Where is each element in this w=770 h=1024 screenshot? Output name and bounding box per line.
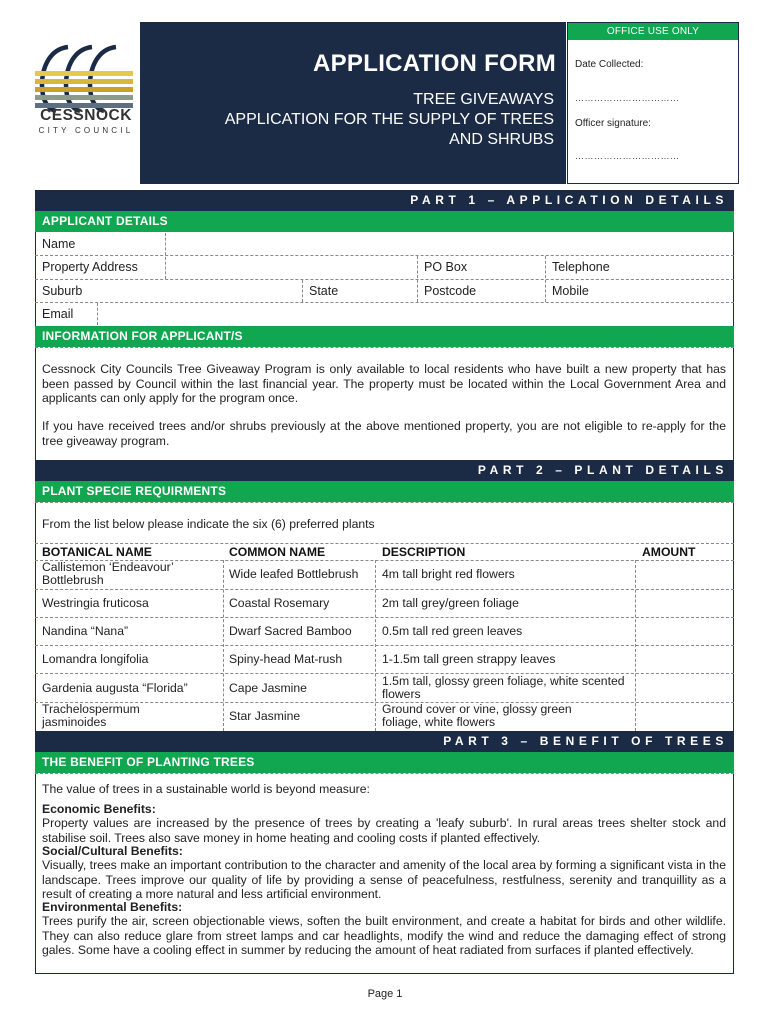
subtitle-line-3: AND SHRUBS (449, 131, 554, 148)
description: 4m tall bright red flowers (382, 567, 515, 581)
col-amount: AMOUNT (642, 545, 696, 559)
officer-signature-field[interactable]: …………………………… (575, 151, 680, 161)
col-botanical-name: BOTANICAL NAME (42, 545, 152, 559)
description: 2m tall grey/green foliage (382, 596, 519, 610)
part3-bar: PART 3 – BENEFIT OF TREES (35, 731, 734, 752)
property-address-label: Property Address (42, 260, 138, 274)
property-address-input[interactable] (166, 256, 416, 278)
amount-input[interactable] (636, 590, 733, 616)
environmental-text: Trees purify the air, screen objectionable views, soften the built environment, and create a habitat for birds and other wildlife. They can also reduce glare from street lamps and car headlights, modify the wind and reduce the damaging effect of strong gales. Some have a cooling effect in summer by reducing the amount of heat radiated from surfaces if planted effectively. (42, 914, 726, 957)
common-name: Wide leafed Bottlebrush (229, 567, 359, 581)
plant-requirements-heading: PLANT SPECIE REQUIRMENTS (35, 481, 734, 502)
office-use-heading: OFFICE USE ONLY (568, 23, 738, 40)
subtitle-line-2: APPLICATION FOR THE SUPPLY OF TREES (224, 111, 554, 128)
col-description: DESCRIPTION (382, 545, 466, 559)
telephone-label: Telephone (552, 260, 610, 274)
page-number: Page 1 (367, 988, 403, 1000)
email-input[interactable] (98, 303, 733, 325)
email-label: Email (42, 307, 74, 321)
council-logo-icon (30, 35, 140, 155)
form-title: APPLICATION FORM (312, 50, 556, 77)
common-name: Star Jasmine (229, 709, 301, 723)
description: 1.5m tall, glossy green foliage, white scented flowers (382, 674, 625, 701)
col-common-name: COMMON NAME (229, 545, 326, 559)
common-name: Cape Jasmine (229, 681, 307, 695)
info-paragraph-2: If you have received trees and/or shrubs previously at the above mentioned property, you are not eligible to re-apply for the tree giveaway program. (42, 419, 726, 448)
part2-bar: PART 2 – PLANT DETAILS (35, 460, 734, 481)
plant-intro: From the list below please indicate the six (6) preferred plants (42, 517, 375, 531)
name-input[interactable] (166, 233, 733, 255)
benefit-intro: The value of trees in a sustainable world is beyond measure: (42, 782, 370, 796)
applicant-details-heading: APPLICANT DETAILS (35, 211, 734, 232)
information-heading: INFORMATION FOR APPLICANT/S (35, 326, 734, 347)
state-label: State (309, 284, 339, 298)
name-label: Name (42, 237, 76, 251)
office-use-box (567, 22, 739, 184)
common-name: Spiny-head Mat-rush (229, 652, 343, 666)
amount-input[interactable] (636, 561, 733, 588)
botanical-name: Trachelospermum jasminoides (42, 702, 140, 729)
subtitle-line-1: TREE GIVEAWAYS (413, 91, 554, 108)
amount-input[interactable] (636, 618, 733, 644)
common-name: Coastal Rosemary (229, 596, 330, 610)
postcode-label: Postcode (424, 284, 477, 298)
botanical-name: Gardenia augusta “Florida” (42, 681, 188, 695)
botanical-name: Westringia fruticosa (42, 596, 149, 610)
description: 0.5m tall red green leaves (382, 624, 523, 638)
benefit-heading: THE BENEFIT OF PLANTING TREES (35, 752, 734, 773)
logo-name: CESSNOCK (40, 107, 132, 124)
amount-input[interactable] (636, 674, 733, 701)
date-collected-label: Date Collected: (575, 59, 644, 70)
logo-subtitle: CITY COUNCIL (38, 126, 134, 135)
officer-signature-label: Officer signature: (575, 118, 651, 129)
info-paragraph-1: Cessnock City Councils Tree Giveaway Program is only available to local residents who have built a new property that has been passed by Council within the last financial year. The property must be located within the Local Government Area and applicants can only apply for the program once. (42, 362, 726, 405)
suburb-label: Suburb (42, 284, 83, 298)
environmental-title: Environmental Benefits: (42, 900, 183, 914)
part1-bar: PART 1 – APPLICATION DETAILS (35, 190, 734, 211)
common-name: Dwarf Sacred Bamboo (229, 624, 352, 638)
economic-text: Property values are increased by the presence of trees by creating a 'leafy suburb'. In rural areas trees shelter stock and stabilise soil. Trees also save money in home heating and cooling costs if planted effectively. (42, 816, 726, 845)
social-title: Social/Cultural Benefits: (42, 844, 183, 858)
amount-input[interactable] (636, 646, 733, 672)
form-subtitle (225, 90, 554, 150)
economic-title: Economic Benefits: (42, 802, 156, 816)
date-collected-field[interactable]: …………………………… (575, 93, 680, 103)
amount-input[interactable] (636, 703, 733, 730)
social-text: Visually, trees make an important contribution to the character and amenity of the local area by forming a significant vista in the landscape. Trees improve our quality of life by providing a sense of peacefulness, restfulness, serenity and tranquillity as a result of creating a more natural and less artificial environment. (42, 858, 726, 901)
description: Ground cover or vine, glossy green foliage, white flowers (382, 702, 572, 729)
botanical-name: Nandina “Nana” (42, 624, 129, 638)
botanical-name: Lomandra longifolia (42, 652, 149, 666)
title-banner (140, 22, 566, 184)
botanical-name: Callistemon ‘Endeavour’ Bottlebrush (42, 560, 174, 587)
description: 1-1.5m tall green strappy leaves (382, 652, 556, 666)
po-box-label: PO Box (424, 260, 468, 274)
mobile-label: Mobile (552, 284, 589, 298)
